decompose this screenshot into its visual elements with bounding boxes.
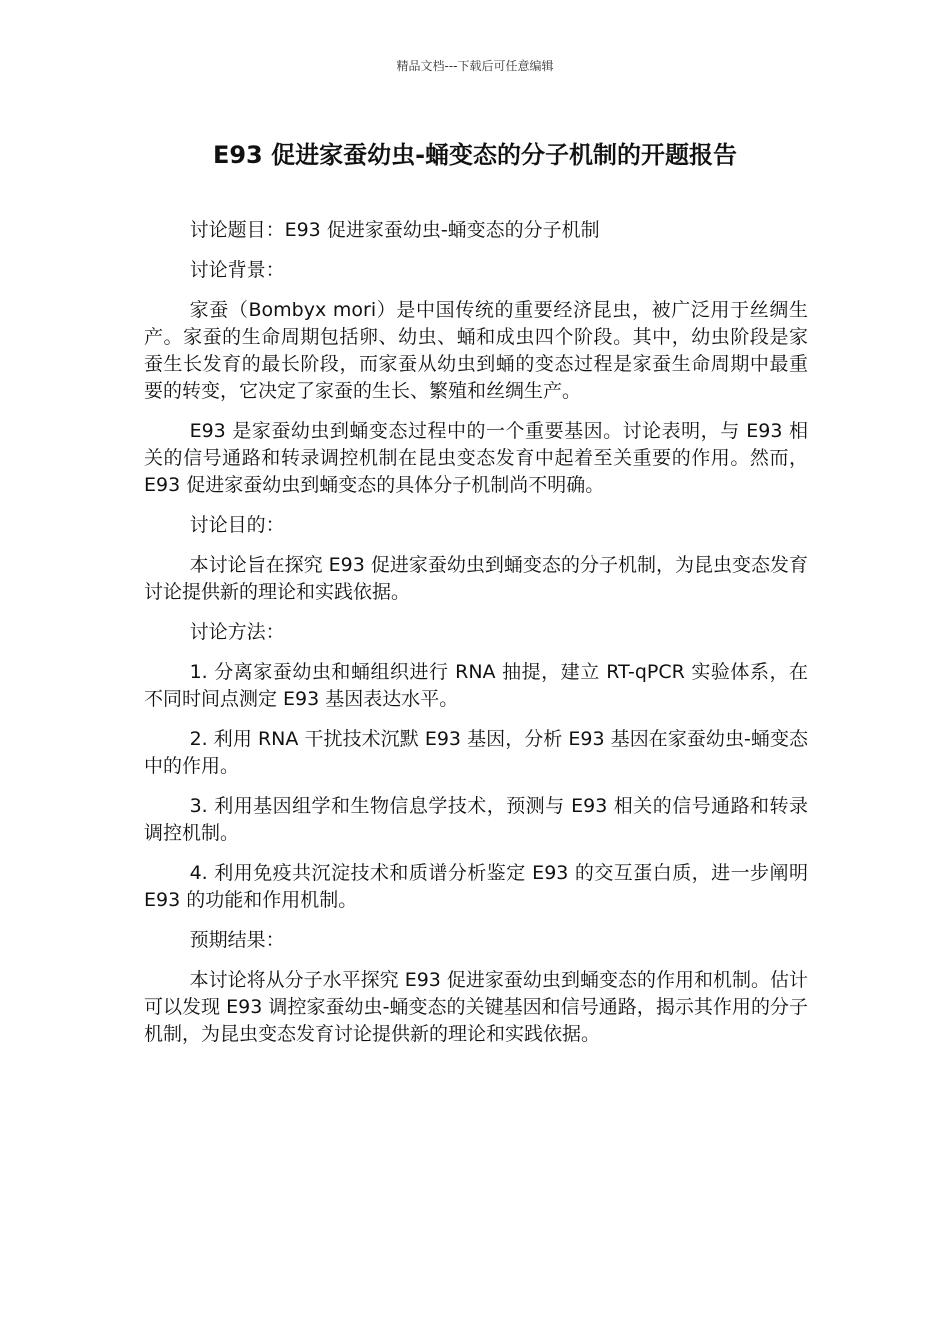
methods-heading: 讨论方法： xyxy=(189,621,285,643)
method-item-1: 1. 分离家蚕幼虫和蛹组织进行 RNA 抽提，建立 RT-qPCR 实验体系，在不同时间点测定 E93 基因表达水平。 xyxy=(144,661,808,710)
background-paragraph-2: E93 是家蚕幼虫到蛹变态过程中的一个重要基因。讨论表明，与 E93 相关的信号通路和转录调控机制在昆虫变态发育中起着至关重要的作用。然而，E93 促进家蚕幼虫到蛹变态的具体分子机制尚不明确。 xyxy=(144,420,808,496)
expected-results-heading: 预期结果： xyxy=(189,929,285,951)
background-heading: 讨论背景： xyxy=(189,259,285,281)
document-title: E93 促进家蚕幼虫-蛹变态的分子机制的开题报告 xyxy=(212,141,738,169)
method-item-2: 2. 利用 RNA 干扰技术沉默 E93 基因，分析 E93 基因在家蚕幼虫-蛹变态中的作用。 xyxy=(144,728,808,777)
purpose-heading: 讨论目的： xyxy=(189,514,285,536)
document-body xyxy=(144,217,808,1061)
topic-line: 讨论题目：E93 促进家蚕幼虫-蛹变态的分子机制 xyxy=(189,219,600,241)
method-item-3: 3. 利用基因组学和生物信息学技术，预测与 E93 相关的信号通路和转录调控机制。 xyxy=(144,795,808,844)
purpose-paragraph: 本讨论旨在探究 E93 促进家蚕幼虫到蛹变态的分子机制，为昆虫变态发育讨论提供新的理论和实践依据。 xyxy=(144,554,808,603)
expected-results-paragraph: 本讨论将从分子水平探究 E93 促进家蚕幼虫到蛹变态的作用和机制。估计可以发现 E93 调控家蚕幼虫-蛹变态的关键基因和信号通路，揭示其作用的分子机制，为昆虫变态发育讨论提供新的理论和实践依据。 xyxy=(144,969,808,1045)
background-paragraph-1: 家蚕（Bombyx mori）是中国传统的重要经济昆虫，被广泛用于丝绸生产。家蚕的生命周期包括卵、幼虫、蛹和成虫四个阶段。其中，幼虫阶段是家蚕生长发育的最长阶段，而家蚕从幼虫到蛹的变态过程是家蚕生命周期中最重要的转变，它决定了家蚕的生长、繁殖和丝绸生产。 xyxy=(144,299,808,402)
method-item-4: 4. 利用免疫共沉淀技术和质谱分析鉴定 E93 的交互蛋白质，进一步阐明 E93 的功能和作用机制。 xyxy=(144,862,808,911)
header-note: 精品文档---下载后可任意编辑 xyxy=(396,59,554,73)
